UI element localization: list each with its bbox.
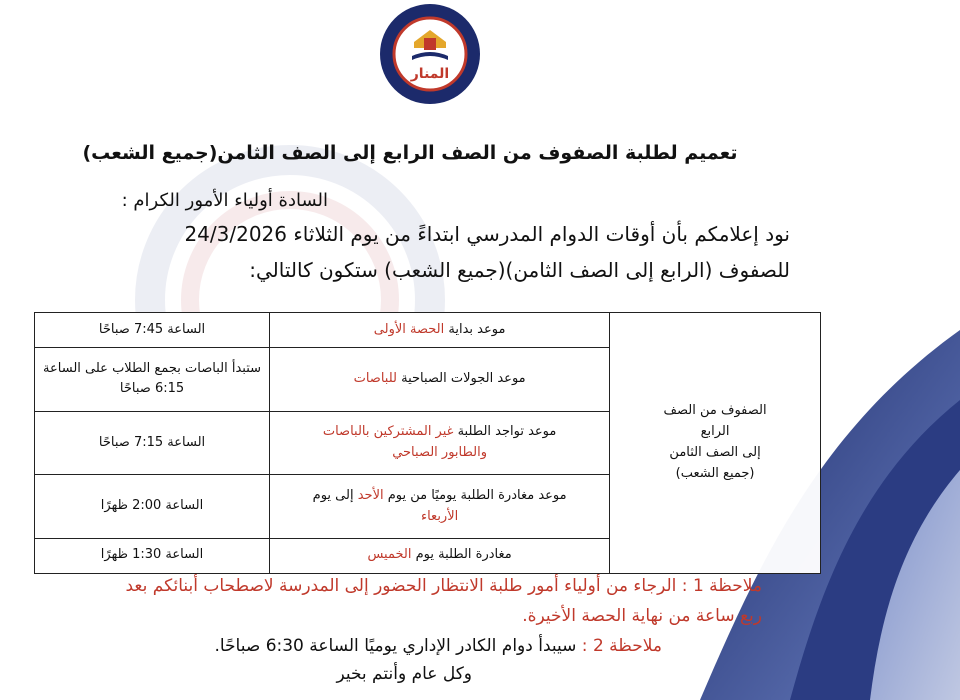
event-highlight: للباصات xyxy=(353,371,397,387)
event-text: موعد مغادرة الطلبة يوميًا من يوم xyxy=(383,487,567,503)
time-cell: الساعة 7:45 صباحًا xyxy=(35,313,270,348)
time-cell: الساعة 1:30 ظهرًا xyxy=(35,538,270,573)
note-2-label: ملاحظة 2 : xyxy=(581,636,662,656)
event-highlight: الأربعاء xyxy=(420,508,459,524)
grade-group-line: الصفوف من الصف xyxy=(663,403,767,419)
note-1-line-1: ملاحظة 1 : الرجاء من أولياء أمور طلبة الانتظار الحضور إلى المدرسة لاصطحاب أبنائكم بعد xyxy=(125,576,762,596)
event-highlight: الحصة الأولى xyxy=(373,321,445,337)
grade-group-line: إلى الصف الثامن xyxy=(669,445,761,460)
event-text: موعد بداية xyxy=(444,321,506,337)
event-highlight: غير المشتركين بالباصات xyxy=(322,424,454,440)
event-text: موعد تواجد الطلبة xyxy=(453,424,557,440)
time-cell: الساعة 2:00 ظهرًا xyxy=(35,475,270,539)
event-cell xyxy=(270,313,610,348)
logo-name: المنار xyxy=(410,66,450,82)
school-logo xyxy=(378,2,482,106)
intro-line-1: نود إعلامكم بأن أوقات الدوام المدرسي ابتداءً من يوم الثلاثاء 24/3/2026 xyxy=(184,222,790,246)
grade-group-line: الرابع xyxy=(700,424,730,440)
note-2 xyxy=(214,636,662,656)
intro-line-2: للصفوف (الرابع إلى الصف الثامن)(جميع الشعب) ستكون كالتالي: xyxy=(249,258,790,282)
time-cell: الساعة 7:15 صباحًا xyxy=(35,411,270,475)
note-1-line-2: ربع ساعة من نهاية الحصة الأخيرة. xyxy=(522,606,762,626)
event-text: إلى يوم xyxy=(312,487,358,503)
time-cell: ستبدأ الباصات بجمع الطلاب على الساعة 6:15 صباحًا xyxy=(35,348,270,412)
event-cell xyxy=(270,348,610,412)
table-row xyxy=(35,313,821,348)
event-highlight: الأحد xyxy=(357,487,384,503)
event-cell xyxy=(270,411,610,475)
event-text: موعد الجولات الصباحية xyxy=(396,371,526,387)
grade-group-line: (جميع الشعب) xyxy=(675,465,755,481)
event-highlight: والطابور الصباحي xyxy=(392,444,488,460)
schedule-table xyxy=(34,312,821,574)
event-highlight: الخميس xyxy=(367,547,412,563)
salutation: السادة أولياء الأمور الكرام : xyxy=(121,190,328,211)
event-text: مغادرة الطلبة يوم xyxy=(411,547,512,563)
circular-title: تعميم لطلبة الصفوف من الصف الرابع إلى الصف الثامن(جميع الشعب) xyxy=(82,142,738,164)
event-cell xyxy=(270,538,610,573)
closing-greeting: وكل عام وأنتم بخير xyxy=(336,664,472,684)
grade-group-cell xyxy=(610,313,821,574)
event-cell xyxy=(270,475,610,539)
note-2-text: سيبدأ دوام الكادر الإداري يوميًا الساعة 6:30 صباحًا. xyxy=(214,636,582,656)
